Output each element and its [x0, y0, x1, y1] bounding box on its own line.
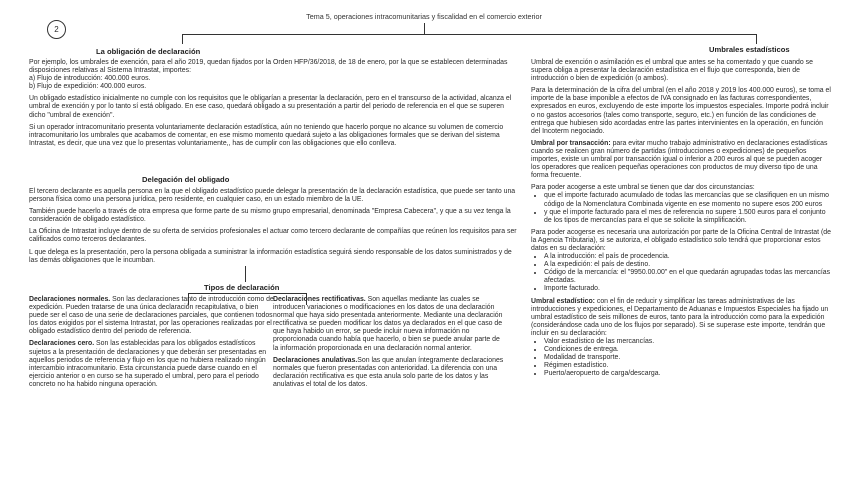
- estadistico-title: Umbral estadístico:: [531, 297, 595, 305]
- obligacion-p1: Por ejemplo, los umbrales de exención, para el año 2019, quedan fijados por la Orden HFP/36/2018, de 18 de enero, por la que se establecen determinadas disposiciones relativas al Sistema Intrastat, importes:: [29, 59, 508, 75]
- obligacion-heading: La obligación de declaración: [96, 47, 201, 56]
- page-title: Tema 5, operaciones intracomunitarias y fiscalidad en el comercio exterior: [306, 12, 542, 21]
- obligacion-p1-b: b) Flujo de expedición: 400.000 euros.: [29, 83, 147, 91]
- rectificativas-text: Son aquellas mediante las cuales se introducen variaciones o modificaciones en los datos de una declaración normal que haya sido presentada anteriormente. Mediante una declaración rectificativa se pueden modificar los datos ya declarados en el que caso de que haya habido un error, se puede incluir nueva información no proporcionada cuando había que hacerlo, o bien se puede anular parte de la información proporcionada en una declaración normal anterior.: [273, 296, 503, 352]
- circunstancias-list: [531, 192, 832, 224]
- normales-paragraph: [29, 296, 274, 336]
- tipos-left-column: [29, 296, 274, 389]
- list-item: • Puerto/aeropuerto de carga/descarga.: [544, 370, 832, 378]
- list-item: • Régimen estadístico.: [544, 362, 832, 370]
- list-item: • Condiciones de entrega.: [544, 346, 832, 354]
- estadistico-list: [531, 338, 832, 378]
- top-connector-vertical: [424, 23, 425, 34]
- right-connector: [756, 34, 757, 44]
- tipos-connector-vertical: [245, 266, 246, 282]
- list-item: • A la introducción: el país de procedencia.: [544, 253, 832, 261]
- top-connector-horizontal: [182, 34, 756, 35]
- delegacion-p4: L que delega es la presentación, pero la persona obligada a suministrar la información estadística seguirá siendo responsable de los datos suministrados y de las demás obligaciones que le incumban.: [29, 248, 512, 264]
- list-item: • y que el importe facturado para el mes de referencia no supere 1.500 euros para el conjunto de los tipos de mercancías para el que se solicite la simplificación.: [544, 209, 832, 225]
- delegacion-heading: Delegación del obligado: [142, 175, 230, 184]
- datos-list: [531, 253, 832, 293]
- tipos-right-column: [273, 296, 507, 389]
- delegacion-p1: El tercero declarante es aquella persona en la que el obligado estadístico puede delegar la presentación de la declaración estadística, que puede ser tanto una persona física como una persona jurídica, pero residente, en cualquier caso, en un estado miembro de la UE.: [29, 188, 516, 204]
- obligacion-section: [29, 47, 522, 148]
- anulativas-paragraph: [273, 357, 507, 389]
- left-connector: [182, 34, 183, 44]
- tipos-heading: Tipos de declaración: [204, 283, 280, 292]
- normales-text: Son las declaraciones tanto de introducción como de expedición. Pueden tratarse de una única declaración recapitulativa, o bien puede ser el caso de una serie de declaraciones parciales, que contienen todos los datos exigidos por el sistema Intrastat, por las operaciones realizadas por el obligado estadístico dentro del periodo de referencia.: [29, 296, 274, 336]
- rectificativas-paragraph: [273, 296, 507, 353]
- obligacion-p1-a: a) Flujo de introducción: 400.000 euros.: [29, 75, 151, 83]
- list-item: • Modalidad de transporte.: [544, 354, 832, 362]
- rectificativas-title: Declaraciones rectificativas.: [273, 296, 366, 303]
- transaccion-title: Umbral por transacción:: [531, 139, 611, 147]
- list-item: • A la expedición: el país de destino.: [544, 261, 832, 269]
- cero-paragraph: [29, 340, 274, 389]
- estadistico-text: con el fin de reducir y simplificar las tareas administrativas de las introducciones y expediciones, el Departamento de Aduanas e Impuestos Especiales ha fijado un umbral estadístico de seis millones de euros, tanto para la introducción como para la expedición (considerándose cada uno de los flujos por separado). Si se superase este importe, tendrán que incluir en su declaración:: [531, 297, 829, 337]
- transaccion-paragraph: [531, 140, 832, 180]
- umbrales-p4: Para poder acogerse es necesaria una autorización por parte de la Oficina Central de Intrastat (de la Agencia Tributaria), si se autoriza, el obligado estadístico solo tendrá que proporcionar estos datos en su declaración:: [531, 228, 831, 252]
- delegacion-p2: También puede hacerlo a través de otra empresa que forme parte de su mismo grupo empresarial, denominada "Empresa Cabecera", y que a su vez tenga la consideración de obligado estadístico.: [29, 208, 511, 224]
- umbrales-p2: Para la determinación de la cifra del umbral (en el año 2018 y 2019 los 400.000 euros), se toma el importe de la base imponible a efectos de IVA consignado en las facturas correspondientes, expresados en euros, excluyendo de este importe los impuestos especiales. Importe podrá incluir o no gastos accesorios (tales como transporte, seguro, etc.) en función de las condiciones de entrega que hubiesen sido acordadas entre las partes intervinientes en la operación, en función del Incoterm negociado.: [531, 87, 831, 135]
- anulativas-title: Declaraciones anulativas.: [273, 356, 358, 364]
- cero-text: Son las establecidas para los obligados estadísticos sujetos a la presentación de declaraciones y que deberán ser presentadas en aquellos periodos de referencia y flujo en los que no hubiera realizado ningún intercambio intracomunitario. Esta circunstancia puede darse cuando en el ejercicio anterior o en curso se ha superado el umbral, pero para el periodo concreto no ha habido ninguna operación.: [29, 340, 267, 388]
- normales-title: Declaraciones normales.: [29, 296, 111, 303]
- anulativas-text: Son las que anulan íntegramente declaraciones normales que fueron presentadas con anterioridad. La diferencia con una declaración rectificativa es que esta anula solo parte de los datos y las anulativas el total de los datos.: [273, 356, 504, 388]
- obligacion-p2: Un obligado estadístico inicialmente no cumple con los requisitos que le obligarían a presentar la declaración, pero en el transcurso de la actividad, alcanza el umbral de exención y por lo tanto sí está obligado. En ese caso, quedará obligado a su presentación a partir del periodo de referencia en el que se superen dicho "umbral de exención".: [29, 95, 512, 119]
- umbrales-p3: Para poder acogerse a este umbral se tienen que dar dos circunstancias:: [531, 184, 755, 192]
- page-number-badge: [47, 20, 66, 39]
- list-item: • que el importe facturado acumulado de todas las mercancías que se clasifiquen en un mismo código de la Nomenclatura Combinada vigente en ese momento no supere esos 200 euros: [544, 192, 832, 208]
- list-item: • Código de la mercancía: el "9950.00.00" en el que quedarán agrupadas todas las mercancías afectadas.: [544, 269, 832, 285]
- transaccion-text: para evitar mucho trabajo administrativo en declaraciones estadísticas cuando se realicen gran número de partidas (introducciones o expediciones) de pequeños importes, existe un umbral por transacción igual o inferior a 200 euros al que se pueden acoger los operadores que realicen pequeñas operaciones con productos de muy diverso tipo de una forma frecuente.: [531, 139, 828, 180]
- delegacion-p3: La Oficina de Intrastat incluye dentro de su oferta de servicios profesionales el actuar como tercero declarante de compañías que reúnen los requisitos para ser calificados como terceros declarantes.: [29, 228, 517, 244]
- umbrales-section: [531, 45, 832, 378]
- estadistico-paragraph: [531, 298, 832, 338]
- page-number: 2: [54, 25, 59, 34]
- tipos-connector-horizontal: [188, 293, 306, 294]
- umbrales-p1: Umbral de exención o asimilación es el umbral que antes se ha comentado y que cuando se supera obliga a presentar la declaración estadística en el flujo que corresponda, bien de introducción o bien de expedición (o ambos).: [531, 59, 813, 83]
- list-item: • Importe facturado.: [544, 285, 832, 293]
- obligacion-p3: Si un operador intracomunitario presenta voluntariamente declaración estadística, aún no teniendo que hacerlo porque no alcance su volumen de comercio intracomunitario los umbrales que acabamos de comentar, en ese mismo momento quedará sujeto a las obligaciones formales que se derivan del sistema Intrastat, es decir, que una vez que lo presentas voluntariamente,, has de cumplir con las obligaciones que ello conlleva.: [29, 123, 504, 147]
- delegacion-section: [29, 175, 522, 265]
- umbrales-heading: Umbrales estadísticos: [709, 45, 790, 54]
- list-item: • Valor estadístico de las mercancías.: [544, 338, 832, 346]
- cero-title: Declaraciones cero.: [29, 340, 95, 348]
